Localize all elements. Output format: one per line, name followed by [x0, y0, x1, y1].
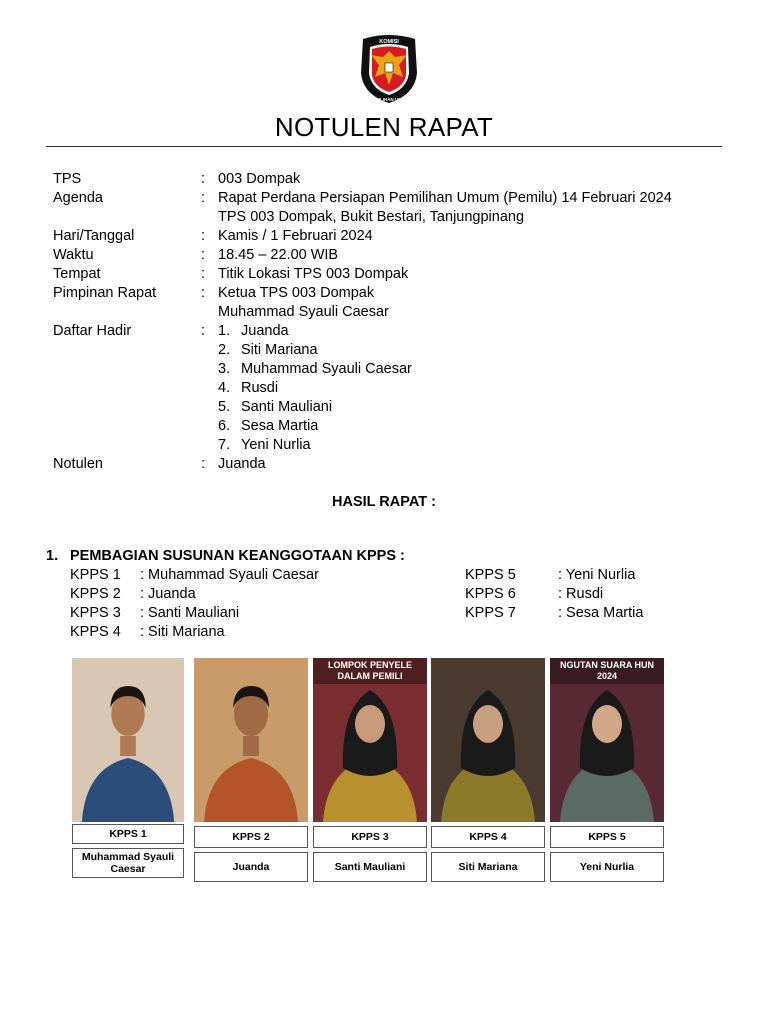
info-value — [218, 189, 718, 227]
attendance-number: 6. — [218, 418, 231, 434]
kpps-photo — [550, 658, 664, 822]
photo-banner-text: NGUTAN SUARA HUN 2024 — [560, 660, 654, 681]
person-portrait — [313, 658, 427, 822]
info-value-line: Muhammad Syauli Caesar — [218, 304, 389, 320]
info-value-line: Kamis / 1 Februari 2024 — [218, 228, 373, 244]
attendance-name: Yeni Nurlia — [241, 437, 311, 453]
info-row — [53, 265, 718, 284]
attendance-number: 7. — [218, 437, 231, 453]
kpps-label: KPPS 6 — [465, 586, 516, 602]
info-value-line: Titik Lokasi TPS 003 Dompak — [218, 266, 409, 282]
kpps-role-label: KPPS 5 — [550, 826, 664, 848]
kpps-value: : Muhammad Syauli Caesar — [140, 567, 319, 583]
kpu-logo — [355, 33, 423, 105]
info-label: Daftar Hadir — [53, 323, 132, 339]
info-value — [218, 227, 718, 246]
kpps-entry — [70, 585, 319, 604]
kpps-name-label: Juanda — [194, 852, 308, 882]
kpps-list-right — [465, 566, 643, 623]
attendance-item — [218, 379, 718, 398]
info-value-line: Ketua TPS 003 Dompak — [218, 285, 375, 301]
photo-banner-text: LOMPOK PENYELE DALAM PEMILI — [327, 660, 412, 681]
person-portrait — [194, 658, 308, 822]
attendance-number: 5. — [218, 399, 231, 415]
info-row — [53, 284, 718, 322]
info-label: Pimpinan Rapat — [53, 285, 157, 301]
section-1-heading — [46, 548, 405, 564]
attendance-name: Muhammad Syauli Caesar — [241, 361, 412, 377]
info-row — [53, 170, 718, 189]
kpps-entry — [70, 604, 319, 623]
info-label: Agenda — [53, 190, 103, 206]
attendance-item — [218, 398, 718, 417]
kpps-photo — [72, 658, 184, 822]
kpps-photo — [194, 658, 308, 822]
info-label: Hari/Tanggal — [53, 228, 135, 244]
info-value-line: Rapat Perdana Persiapan Pemilihan Umum (Pemilu) 14 Februari 2024 — [218, 190, 672, 206]
kpps-value: : Santi Mauliani — [140, 605, 240, 621]
info-value — [218, 246, 718, 265]
kpps-value: : Juanda — [140, 586, 196, 602]
kpps-list-left — [70, 566, 319, 642]
kpps-name-label: Yeni Nurlia — [550, 852, 664, 882]
kpps-label: KPPS 7 — [465, 605, 516, 621]
info-value: Juanda — [218, 456, 266, 472]
hasil-rapat-heading: HASIL RAPAT : — [332, 494, 436, 510]
info-label: Tempat — [53, 266, 101, 282]
info-colon: : — [201, 456, 206, 472]
kpps-role-label: KPPS 1 — [72, 824, 184, 844]
kpps-entry — [70, 623, 319, 642]
attendance-item — [218, 360, 718, 379]
kpps-entry — [70, 566, 319, 585]
person-portrait — [550, 658, 664, 822]
document-title: NOTULEN RAPAT — [274, 112, 494, 142]
attendance-number: 2. — [218, 342, 231, 358]
info-row — [53, 246, 718, 265]
logo-top-text: KOMISI — [379, 39, 399, 45]
attendance-name: Juanda — [241, 323, 289, 339]
info-value-line: TPS 003 Dompak, Bukit Bestari, Tanjungpinang — [218, 209, 525, 225]
logo-bottom-text: PEMILIHAN UMUM — [369, 97, 409, 102]
kpps-entry — [465, 604, 643, 623]
info-colon: : — [201, 323, 206, 339]
attendance-name: Santi Mauliani — [241, 399, 333, 415]
person-portrait — [431, 658, 545, 822]
kpps-label: KPPS 1 — [70, 567, 121, 583]
info-colon: : — [201, 266, 206, 282]
info-row — [53, 189, 718, 227]
attendance-number: 4. — [218, 380, 231, 396]
info-value-line: 18.45 – 22.00 WIB — [218, 247, 339, 263]
info-colon: : — [201, 228, 206, 244]
attendance-item — [218, 341, 718, 360]
section-number: 1. — [46, 548, 59, 564]
kpps-entry — [465, 585, 643, 604]
kpps-value: : Yeni Nurlia — [558, 567, 636, 583]
kpps-label: KPPS 5 — [465, 567, 516, 583]
info-label: Waktu — [53, 247, 94, 263]
info-value — [218, 284, 718, 322]
attendance-number: 1. — [218, 323, 231, 339]
info-colon: : — [201, 247, 206, 263]
kpps-photo — [313, 658, 427, 822]
attendance-list — [218, 322, 718, 455]
kpps-role-label: KPPS 4 — [431, 826, 545, 848]
kpps-value: : Siti Mariana — [140, 624, 225, 640]
info-label: TPS — [53, 171, 82, 187]
info-value-line: 003 Dompak — [218, 171, 301, 187]
kpps-label: KPPS 2 — [70, 586, 121, 602]
notulen-row — [53, 455, 718, 474]
info-colon: : — [201, 171, 206, 187]
person-portrait — [72, 658, 184, 822]
kpps-name-label: Muhammad Syauli Caesar — [72, 848, 184, 878]
title-divider — [46, 146, 722, 147]
info-value — [218, 170, 718, 189]
attendance-item — [218, 322, 718, 341]
kpps-role-label: KPPS 3 — [313, 826, 427, 848]
meeting-info — [53, 170, 718, 474]
kpps-name-label: Santi Mauliani — [313, 852, 427, 882]
kpps-role-label: KPPS 2 — [194, 826, 308, 848]
attendance-number: 3. — [218, 361, 231, 377]
kpps-value: : Sesa Martia — [558, 605, 644, 621]
kpps-entry — [465, 566, 643, 585]
attendance-item — [218, 436, 718, 455]
kpps-name-label: Siti Mariana — [431, 852, 545, 882]
attendance-row — [53, 322, 718, 455]
info-value — [218, 265, 718, 284]
info-label: Notulen — [53, 456, 103, 472]
info-colon: : — [201, 285, 206, 301]
info-colon: : — [201, 190, 206, 206]
kpps-label: KPPS 4 — [70, 624, 121, 640]
section-title: PEMBAGIAN SUSUNAN KEANGGOTAAN KPPS : — [70, 548, 405, 564]
attendance-item — [218, 417, 718, 436]
attendance-name: Siti Mariana — [241, 342, 318, 358]
attendance-name: Sesa Martia — [241, 418, 319, 434]
info-row — [53, 227, 718, 246]
kpps-value: : Rusdi — [558, 586, 604, 602]
attendance-name: Rusdi — [241, 380, 279, 396]
kpps-photo — [431, 658, 545, 822]
kpps-label: KPPS 3 — [70, 605, 121, 621]
